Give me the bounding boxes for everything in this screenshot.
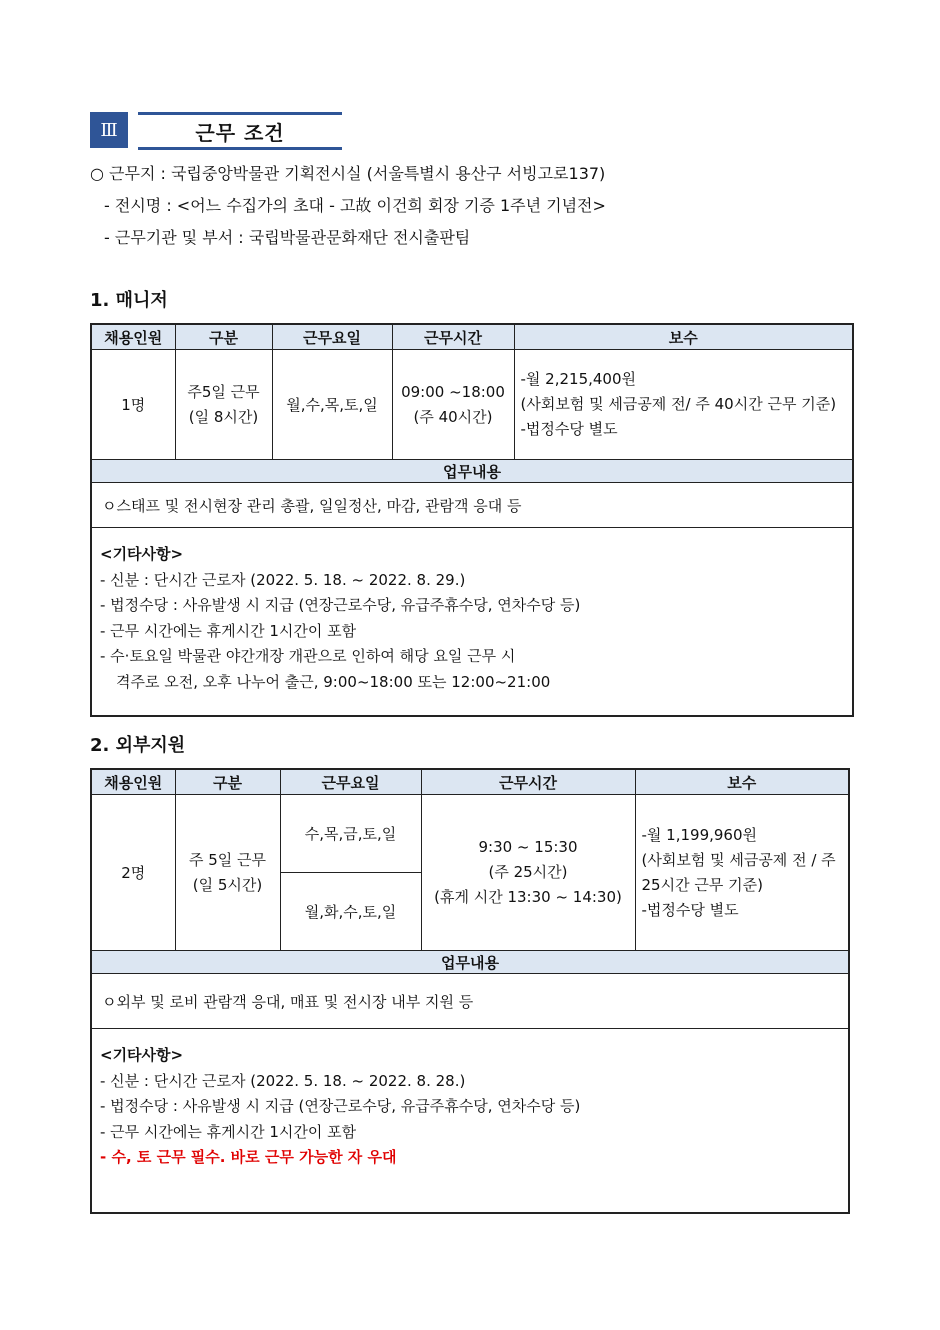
notes-row: [91, 1029, 849, 1213]
header-count: 채용인원: [91, 324, 175, 350]
notes-cell: [91, 1029, 849, 1213]
header-count: 채용인원: [91, 769, 175, 795]
section-title-box: [138, 112, 342, 150]
agency-line: - 근무기관 및 부서 : 국립박물관문화재단 전시출판팀: [104, 228, 471, 247]
support-table: [90, 768, 850, 1214]
days-cell-a: 수,목,금,토,일: [280, 795, 421, 873]
pay-cell: [635, 795, 849, 951]
duty-row: [91, 483, 853, 528]
duty-header-row: [91, 951, 849, 974]
hours-line-2: (주 25시간): [488, 863, 568, 881]
type-line-2: (일 5시간): [192, 875, 263, 894]
duty-text: ㅇ스태프 및 전시현장 관리 총괄, 일일정산, 마감, 관람객 응대 등: [91, 483, 853, 528]
section-title: 근무 조건: [195, 120, 285, 145]
header-hours: 근무시간: [421, 769, 635, 795]
emphasis-prefix: -: [100, 1148, 112, 1166]
note-item: - 신분 : 단시간 근로자 (2022. 5. 18. ~ 2022. 8. 29.): [100, 570, 466, 589]
table-row: [91, 795, 849, 873]
pay-line-3: -법정수당 별도: [641, 900, 739, 919]
note-item: - 법정수당 : 사유발생 시 지급 (연장근로수당, 유급주휴수당, 연차수당 등): [100, 596, 581, 614]
note-item: - 법정수당 : 사유발생 시 지급 (연장근로수당, 유급주휴수당, 연차수당 등): [100, 1097, 581, 1115]
type-cell: [175, 350, 272, 460]
header-days: 근무요일: [280, 769, 421, 795]
notes-row: [91, 528, 853, 716]
hours-cell: [421, 795, 635, 951]
duty-header-row: [91, 460, 853, 483]
note-item: - 근무 시간에는 휴게시간 1시간이 포함: [100, 1122, 357, 1141]
header-pay: 보수: [635, 769, 849, 795]
section-number: Ⅲ: [90, 112, 128, 148]
section-header: [90, 112, 342, 148]
days-cell-b: 월,화,수,토,일: [280, 873, 421, 951]
count-cell: 2명: [91, 795, 175, 951]
days-cell: 월,수,목,토,일: [272, 350, 392, 460]
hours-line-2: (주 40시간): [413, 407, 493, 426]
header-pay: 보수: [514, 324, 853, 350]
notes-title: <기타사항>: [100, 1046, 184, 1064]
hours-line-1: 09:00 ~18:00: [401, 382, 505, 401]
header-type: 구분: [175, 324, 272, 350]
hours-cell: [392, 350, 514, 460]
header-type: 구분: [175, 769, 280, 795]
duty-header: 업무내용: [91, 951, 849, 974]
table-header-row: [91, 324, 853, 350]
exhibition-line: - 전시명 : <어느 수집가의 초대 - 고故 이건희 회장 기증 1주년 기념전>: [104, 196, 606, 215]
header-hours: 근무시간: [392, 324, 514, 350]
emphasis-text: 수, 토 근무 필수. 바로 근무 가능한 자 우대: [111, 1148, 397, 1166]
type-line-1: 주 5일 근무: [188, 850, 267, 869]
duty-header: 업무내용: [91, 460, 853, 483]
duty-row: [91, 974, 849, 1029]
type-line-2: (일 8시간): [188, 407, 259, 426]
pay-line-2: (사회보험 및 세금공제 전/ 주 40시간 근무 기준): [520, 395, 837, 413]
hours-line-3: (휴게 시간 13:30 ~ 14:30): [434, 888, 622, 906]
table-row: [91, 350, 853, 460]
table-header-row: [91, 769, 849, 795]
notes-cell: [91, 528, 853, 716]
manager-title: 1. 매니저: [90, 290, 168, 311]
note-item: - 근무 시간에는 휴게시간 1시간이 포함: [100, 621, 357, 640]
type-line-1: 주5일 근무: [187, 382, 260, 401]
pay-cell: [514, 350, 853, 460]
intro-block: [90, 158, 850, 254]
count-cell: 1명: [91, 350, 175, 460]
pay-line-3: -법정수당 별도: [520, 420, 618, 438]
pay-line-2: (사회보험 및 세금공제 전 / 주 25시간 근무 기준): [641, 850, 836, 894]
note-item: - 수·토요일 박물관 야간개장 개관으로 인하여 해당 요일 근무 시: [100, 647, 516, 665]
header-days: 근무요일: [272, 324, 392, 350]
note-item-emphasis: [100, 1145, 840, 1171]
workplace-line: ○ 근무지 : 국립중앙박물관 기획전시실 (서울특별시 용산구 서빙고로137): [90, 164, 606, 183]
note-item: - 신분 : 단시간 근로자 (2022. 5. 18. ~ 2022. 8. 28.): [100, 1071, 466, 1090]
pay-line-1: -월 1,199,960원: [641, 825, 758, 844]
note-item: 격주로 오전, 오후 나누어 출근, 9:00~18:00 또는 12:00~21:00: [116, 672, 551, 691]
notes-title: <기타사항>: [100, 545, 184, 563]
pay-line-1: -월 2,215,400원: [520, 370, 637, 388]
duty-text: ㅇ외부 및 로비 관람객 응대, 매표 및 전시장 내부 지원 등: [91, 974, 849, 1029]
hours-line-1: 9:30 ~ 15:30: [478, 838, 578, 856]
manager-table: [90, 323, 854, 717]
type-cell: [175, 795, 280, 951]
support-title: 2. 외부지원: [90, 735, 186, 756]
